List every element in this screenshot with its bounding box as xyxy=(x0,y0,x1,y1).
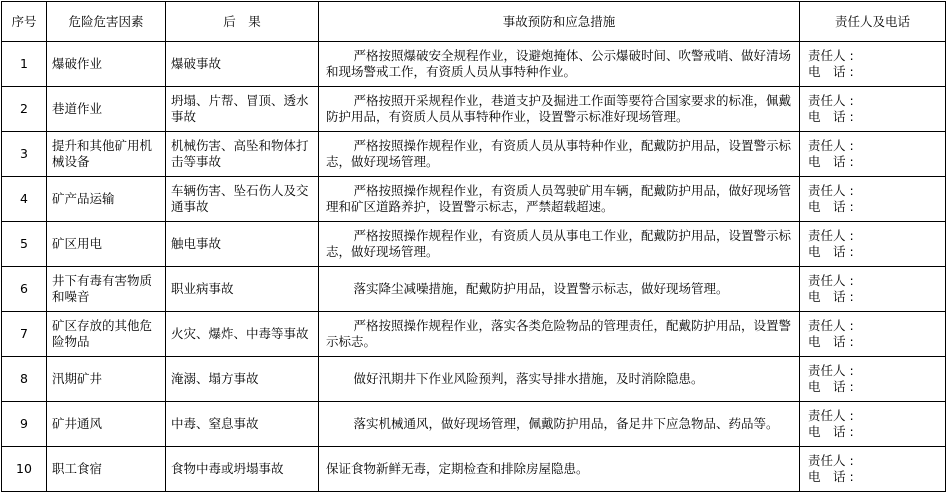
measures-text: 严格按照操作规程作业，有资质人员驾驶矿用车辆，配戴防护用品，做好现场管理和矿区道路养护，设置警示标志，严禁超载超速。 xyxy=(326,183,792,214)
consequence-cell: 触电事故 xyxy=(166,222,319,267)
measures-text: 严格按照爆破安全规程作业，设避炮掩体、公示爆破时间、吹警戒哨、做好清场和现场警戒工作，有资质人员从事特种作业。 xyxy=(326,48,792,79)
consequence-cell: 机械伤害、高坠和物体打击等事故 xyxy=(166,132,319,177)
hazard-cell: 矿产品运输 xyxy=(47,177,166,222)
consequence-cell: 车辆伤害、坠石伤人及交通事故 xyxy=(166,177,319,222)
consequence-cell: 职业病事故 xyxy=(166,267,319,312)
measures-cell xyxy=(319,357,800,402)
responsible-cell xyxy=(800,42,946,87)
table-row xyxy=(2,222,946,267)
measures-cell xyxy=(319,402,800,447)
responsible-phone-label: 电 话 : xyxy=(808,199,854,214)
responsible-cell xyxy=(800,357,946,402)
table-row xyxy=(2,87,946,132)
hazard-cell: 矿区存放的其他危险物品 xyxy=(47,312,166,357)
row-number: 3 xyxy=(2,132,47,177)
consequence-cell: 坍塌、片帮、冒顶、透水事故 xyxy=(166,87,319,132)
responsible-person-label: 责任人 : xyxy=(808,93,854,108)
consequence-cell: 淹溺、塌方事故 xyxy=(166,357,319,402)
header-row xyxy=(2,2,946,42)
row-number: 10 xyxy=(2,447,47,492)
responsible-person-label: 责任人 : xyxy=(808,453,854,468)
row-number: 6 xyxy=(2,267,47,312)
responsible-cell xyxy=(800,267,946,312)
row-number: 1 xyxy=(2,42,47,87)
responsible-phone-label: 电 话 : xyxy=(808,469,854,484)
measures-cell xyxy=(319,87,800,132)
measures-text: 保证食物新鲜无毒，定期检查和排除房屋隐患。 xyxy=(326,461,589,476)
responsible-cell xyxy=(800,402,946,447)
responsible-phone-label: 电 话 : xyxy=(808,64,854,79)
responsible-phone-label: 电 话 : xyxy=(808,289,854,304)
responsible-person-label: 责任人 : xyxy=(808,408,854,423)
responsible-cell xyxy=(800,177,946,222)
responsible-person-label: 责任人 : xyxy=(808,318,854,333)
hazard-cell: 职工食宿 xyxy=(47,447,166,492)
measures-cell xyxy=(319,177,800,222)
measures-text: 落实降尘减噪措施，配戴防护用品，设置警示标志，做好现场管理。 xyxy=(353,281,729,296)
header-no: 序号 xyxy=(2,2,47,42)
measures-text: 严格按照操作规程作业，有资质人员从事特种作业，配戴防护用品，设置警示标志，做好现场管理。 xyxy=(326,138,792,169)
responsible-person-label: 责任人 : xyxy=(808,138,854,153)
table-row xyxy=(2,42,946,87)
hazard-cell: 井下有毒有害物质和噪音 xyxy=(47,267,166,312)
consequence-cell: 食物中毒或坍塌事故 xyxy=(166,447,319,492)
responsible-cell xyxy=(800,222,946,267)
hazard-table xyxy=(1,1,946,492)
responsible-person-label: 责任人 : xyxy=(808,228,854,243)
responsible-phone-label: 电 话 : xyxy=(808,154,854,169)
table-body xyxy=(2,42,946,492)
measures-text: 严格按照操作规程作业，有资质人员从事电工作业，配戴防护用品，设置警示标志，做好现场管理。 xyxy=(326,228,792,259)
measures-cell xyxy=(319,42,800,87)
responsible-cell xyxy=(800,132,946,177)
responsible-cell xyxy=(800,312,946,357)
hazard-cell: 提升和其他矿用机械设备 xyxy=(47,132,166,177)
row-number: 2 xyxy=(2,87,47,132)
responsible-person-label: 责任人 : xyxy=(808,183,854,198)
header-consequence: 后 果 xyxy=(166,2,319,42)
measures-text: 严格按照操作规程作业，落实各类危险物品的管理责任，配戴防护用品，设置警示标志。 xyxy=(326,318,792,349)
measures-text: 严格按照开采规程作业，巷道支护及掘进工作面等要符合国家要求的标准，佩戴防护用品，有资质人员从事特种作业，设置警示标准好现场管理。 xyxy=(326,93,792,124)
responsible-phone-label: 电 话 : xyxy=(808,424,854,439)
responsible-cell xyxy=(800,447,946,492)
table-row xyxy=(2,132,946,177)
responsible-phone-label: 电 话 : xyxy=(808,244,854,259)
row-number: 7 xyxy=(2,312,47,357)
consequence-cell: 中毒、窒息事故 xyxy=(166,402,319,447)
consequence-cell: 火灾、爆炸、中毒等事故 xyxy=(166,312,319,357)
responsible-phone-label: 电 话 : xyxy=(808,334,854,349)
measures-cell xyxy=(319,222,800,267)
hazard-cell: 爆破作业 xyxy=(47,42,166,87)
table-row xyxy=(2,402,946,447)
header-hazard: 危险危害因素 xyxy=(47,2,166,42)
hazard-cell: 汛期矿井 xyxy=(47,357,166,402)
hazard-cell: 矿井通风 xyxy=(47,402,166,447)
consequence-cell: 爆破事故 xyxy=(166,42,319,87)
responsible-person-label: 责任人 : xyxy=(808,48,854,63)
responsible-person-label: 责任人 : xyxy=(808,273,854,288)
measures-text: 落实机械通风，做好现场管理，佩戴防护用品，备足井下应急物品、药品等。 xyxy=(353,416,779,431)
row-number: 4 xyxy=(2,177,47,222)
table-row xyxy=(2,177,946,222)
row-number: 8 xyxy=(2,357,47,402)
row-number: 5 xyxy=(2,222,47,267)
table-row xyxy=(2,357,946,402)
hazard-cell: 矿区用电 xyxy=(47,222,166,267)
table-row xyxy=(2,447,946,492)
responsible-cell xyxy=(800,87,946,132)
measures-cell xyxy=(319,312,800,357)
row-number: 9 xyxy=(2,402,47,447)
table-row xyxy=(2,267,946,312)
measures-cell xyxy=(319,132,800,177)
responsible-phone-label: 电 话 : xyxy=(808,379,854,394)
header-measures: 事故预防和应急措施 xyxy=(319,2,800,42)
responsible-phone-label: 电 话 : xyxy=(808,109,854,124)
hazard-cell: 巷道作业 xyxy=(47,87,166,132)
measures-cell xyxy=(319,267,800,312)
header-responsible: 责任人及电话 xyxy=(800,2,946,42)
responsible-person-label: 责任人 : xyxy=(808,363,854,378)
measures-text: 做好汛期井下作业风险预判，落实导排水措施，及时消除隐患。 xyxy=(353,371,704,386)
measures-cell xyxy=(319,447,800,492)
table-row xyxy=(2,312,946,357)
